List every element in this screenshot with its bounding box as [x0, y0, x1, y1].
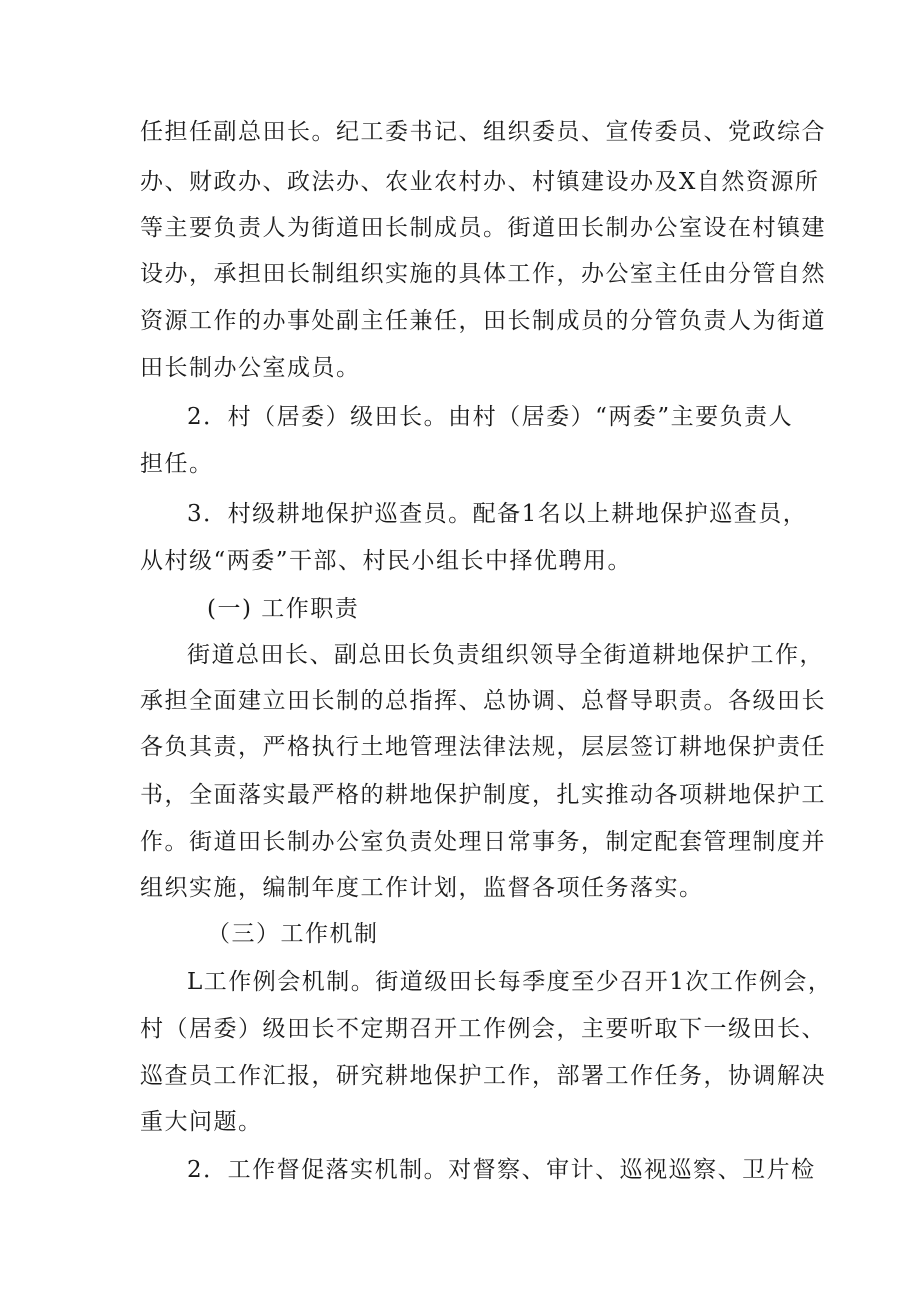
paragraph-line: 设办，承担田长制组织实施的具体工作，办公室主任由分管自然 [140, 261, 826, 287]
paragraph-line: 书，全面落实最严格的耕地保护制度，扎实推动各项耕地保护工 [140, 782, 826, 808]
section-heading: （三）工作机制 [207, 921, 379, 947]
paragraph-line: L工作例会机制。街道级田长每季度至少召开1次工作例会， [187, 969, 833, 995]
paragraph-line: 任担任副总田长。纪工委书记、组织委员、宣传委员、党政综合 [140, 119, 826, 145]
paragraph-line: 办、财政办、政法办、农业农村办、村镇建设办及X自然资源所 [140, 169, 820, 195]
paragraph-line: 担任。 [140, 451, 214, 477]
paragraph-line: 2．村（居委）级田长。由村（居委）“两委”主要负责人 [187, 404, 794, 430]
section-heading: (一) 工作职责 [207, 596, 360, 622]
paragraph-line: 街道总田长、副总田长负责组织领导全街道耕地保护工作， [187, 642, 824, 668]
paragraph-line: 从村级“两委”干部、村民小组长中择优聘用。 [140, 548, 633, 574]
paragraph-line: 3．村级耕地保护巡查员。配备1名以上耕地保护巡查员， [187, 501, 808, 527]
paragraph-line: 资源工作的办事处副主任兼任，田长制成员的分管负责人为街道 [140, 308, 826, 334]
paragraph-line: 等主要负责人为街道田长制成员。街道田长制办公室设在村镇建 [140, 215, 826, 241]
paragraph-line: 巡查员工作汇报，研究耕地保护工作，部署工作任务，协调解决 [140, 1063, 826, 1089]
paragraph-line: 2．工作督促落实机制。对督察、审计、巡视巡察、卫片检 [187, 1157, 816, 1183]
paragraph-line: 组织实施，编制年度工作计划，监督各项任务落实。 [140, 875, 704, 901]
paragraph-line: 田长制办公室成员。 [140, 355, 361, 381]
paragraph-line: 承担全面建立田长制的总指挥、总协调、总督导职责。各级田长 [140, 688, 826, 714]
paragraph-line: 作。街道田长制办公室负责处理日常事务，制定配套管理制度并 [140, 829, 826, 855]
paragraph-line: 重大问题。 [140, 1109, 263, 1135]
paragraph-line: 村（居委）级田长不定期召开工作例会，主要听取下一级田长、 [140, 1016, 826, 1042]
paragraph-line: 各负其责，严格执行土地管理法律法规，层层签订耕地保护责任 [140, 734, 826, 760]
